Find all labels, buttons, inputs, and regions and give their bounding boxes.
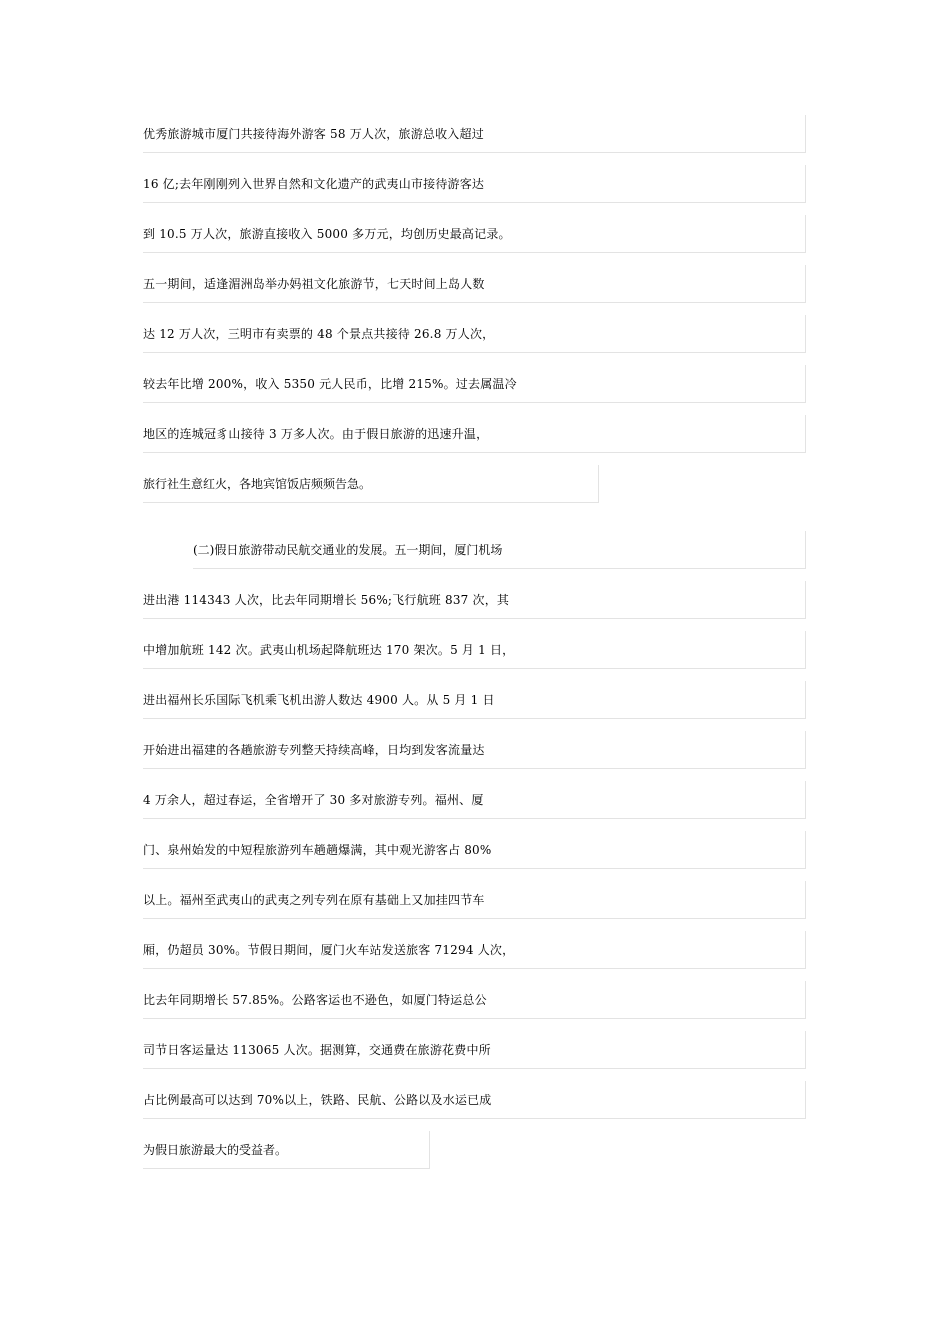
paragraph1-line-1: 优秀旅游城市厦门共接待海外游客 58 万人次，旅游总收入超过 <box>143 115 806 153</box>
paragraph2-line-8: 以上。福州至武夷山的武夷之列专列在原有基础上又加挂四节车 <box>143 881 806 919</box>
paragraph2-line-10: 比去年同期增长 57.85%。公路客运也不逊色，如厦门特运总公 <box>143 981 806 1019</box>
paragraph1-line-7: 地区的连城冠豸山接待 3 万多人次。由于假日旅游的迅速升温， <box>143 415 806 453</box>
paragraph2-line-11: 司节日客运量达 113065 人次。据测算，交通费在旅游花费中所 <box>143 1031 806 1069</box>
paragraph1-line-2: 16 亿;去年刚刚列入世界自然和文化遗产的武夷山市接待游客达 <box>143 165 806 203</box>
paragraph2-line-13: 为假日旅游最大的受益者。 <box>143 1131 430 1169</box>
paragraph2-line-3: 中增加航班 142 次。武夷山机场起降航班达 170 架次。5 月 1 日， <box>143 631 806 669</box>
paragraph2-line-9: 厢，仍超员 30%。节假日期间，厦门火车站发送旅客 71294 人次， <box>143 931 806 969</box>
paragraph2-line-12: 占比例最高可以达到 70%以上，铁路、民航、公路以及水运已成 <box>143 1081 806 1119</box>
paragraph1-line-6: 较去年比增 200%，收入 5350 元人民币，比增 215%。过去属温冷 <box>143 365 806 403</box>
paragraph1-line-3: 到 10.5 万人次，旅游直接收入 5000 多万元，均创历史最高记录。 <box>143 215 806 253</box>
paragraph1-line-4: 五一期间，适逢湄洲岛举办妈祖文化旅游节，七天时间上岛人数 <box>143 265 806 303</box>
paragraph1-line-8: 旅行社生意红火，各地宾馆饭店频频告急。 <box>143 465 599 503</box>
paragraph1-line-5: 达 12 万人次，三明市有卖票的 48 个景点共接待 26.8 万人次， <box>143 315 806 353</box>
paragraph2-line-2: 进出港 114343 人次，比去年同期增长 56%;飞行航班 837 次，其 <box>143 581 806 619</box>
paragraph2-line-6: 4 万余人，超过春运，全省增开了 30 多对旅游专列。福州、厦 <box>143 781 806 819</box>
paragraph2-line-5: 开始进出福建的各趟旅游专列整天持续高峰，日均到发客流量达 <box>143 731 806 769</box>
paragraph2-line-7: 门、泉州始发的中短程旅游列车趟趟爆满，其中观光游客占 80% <box>143 831 806 869</box>
paragraph2-line-4: 进出福州长乐国际飞机乘飞机出游人数达 4900 人。从 5 月 1 日 <box>143 681 806 719</box>
paragraph2-line-1: (二)假日旅游带动民航交通业的发展。五一期间，厦门机场 <box>193 531 806 569</box>
